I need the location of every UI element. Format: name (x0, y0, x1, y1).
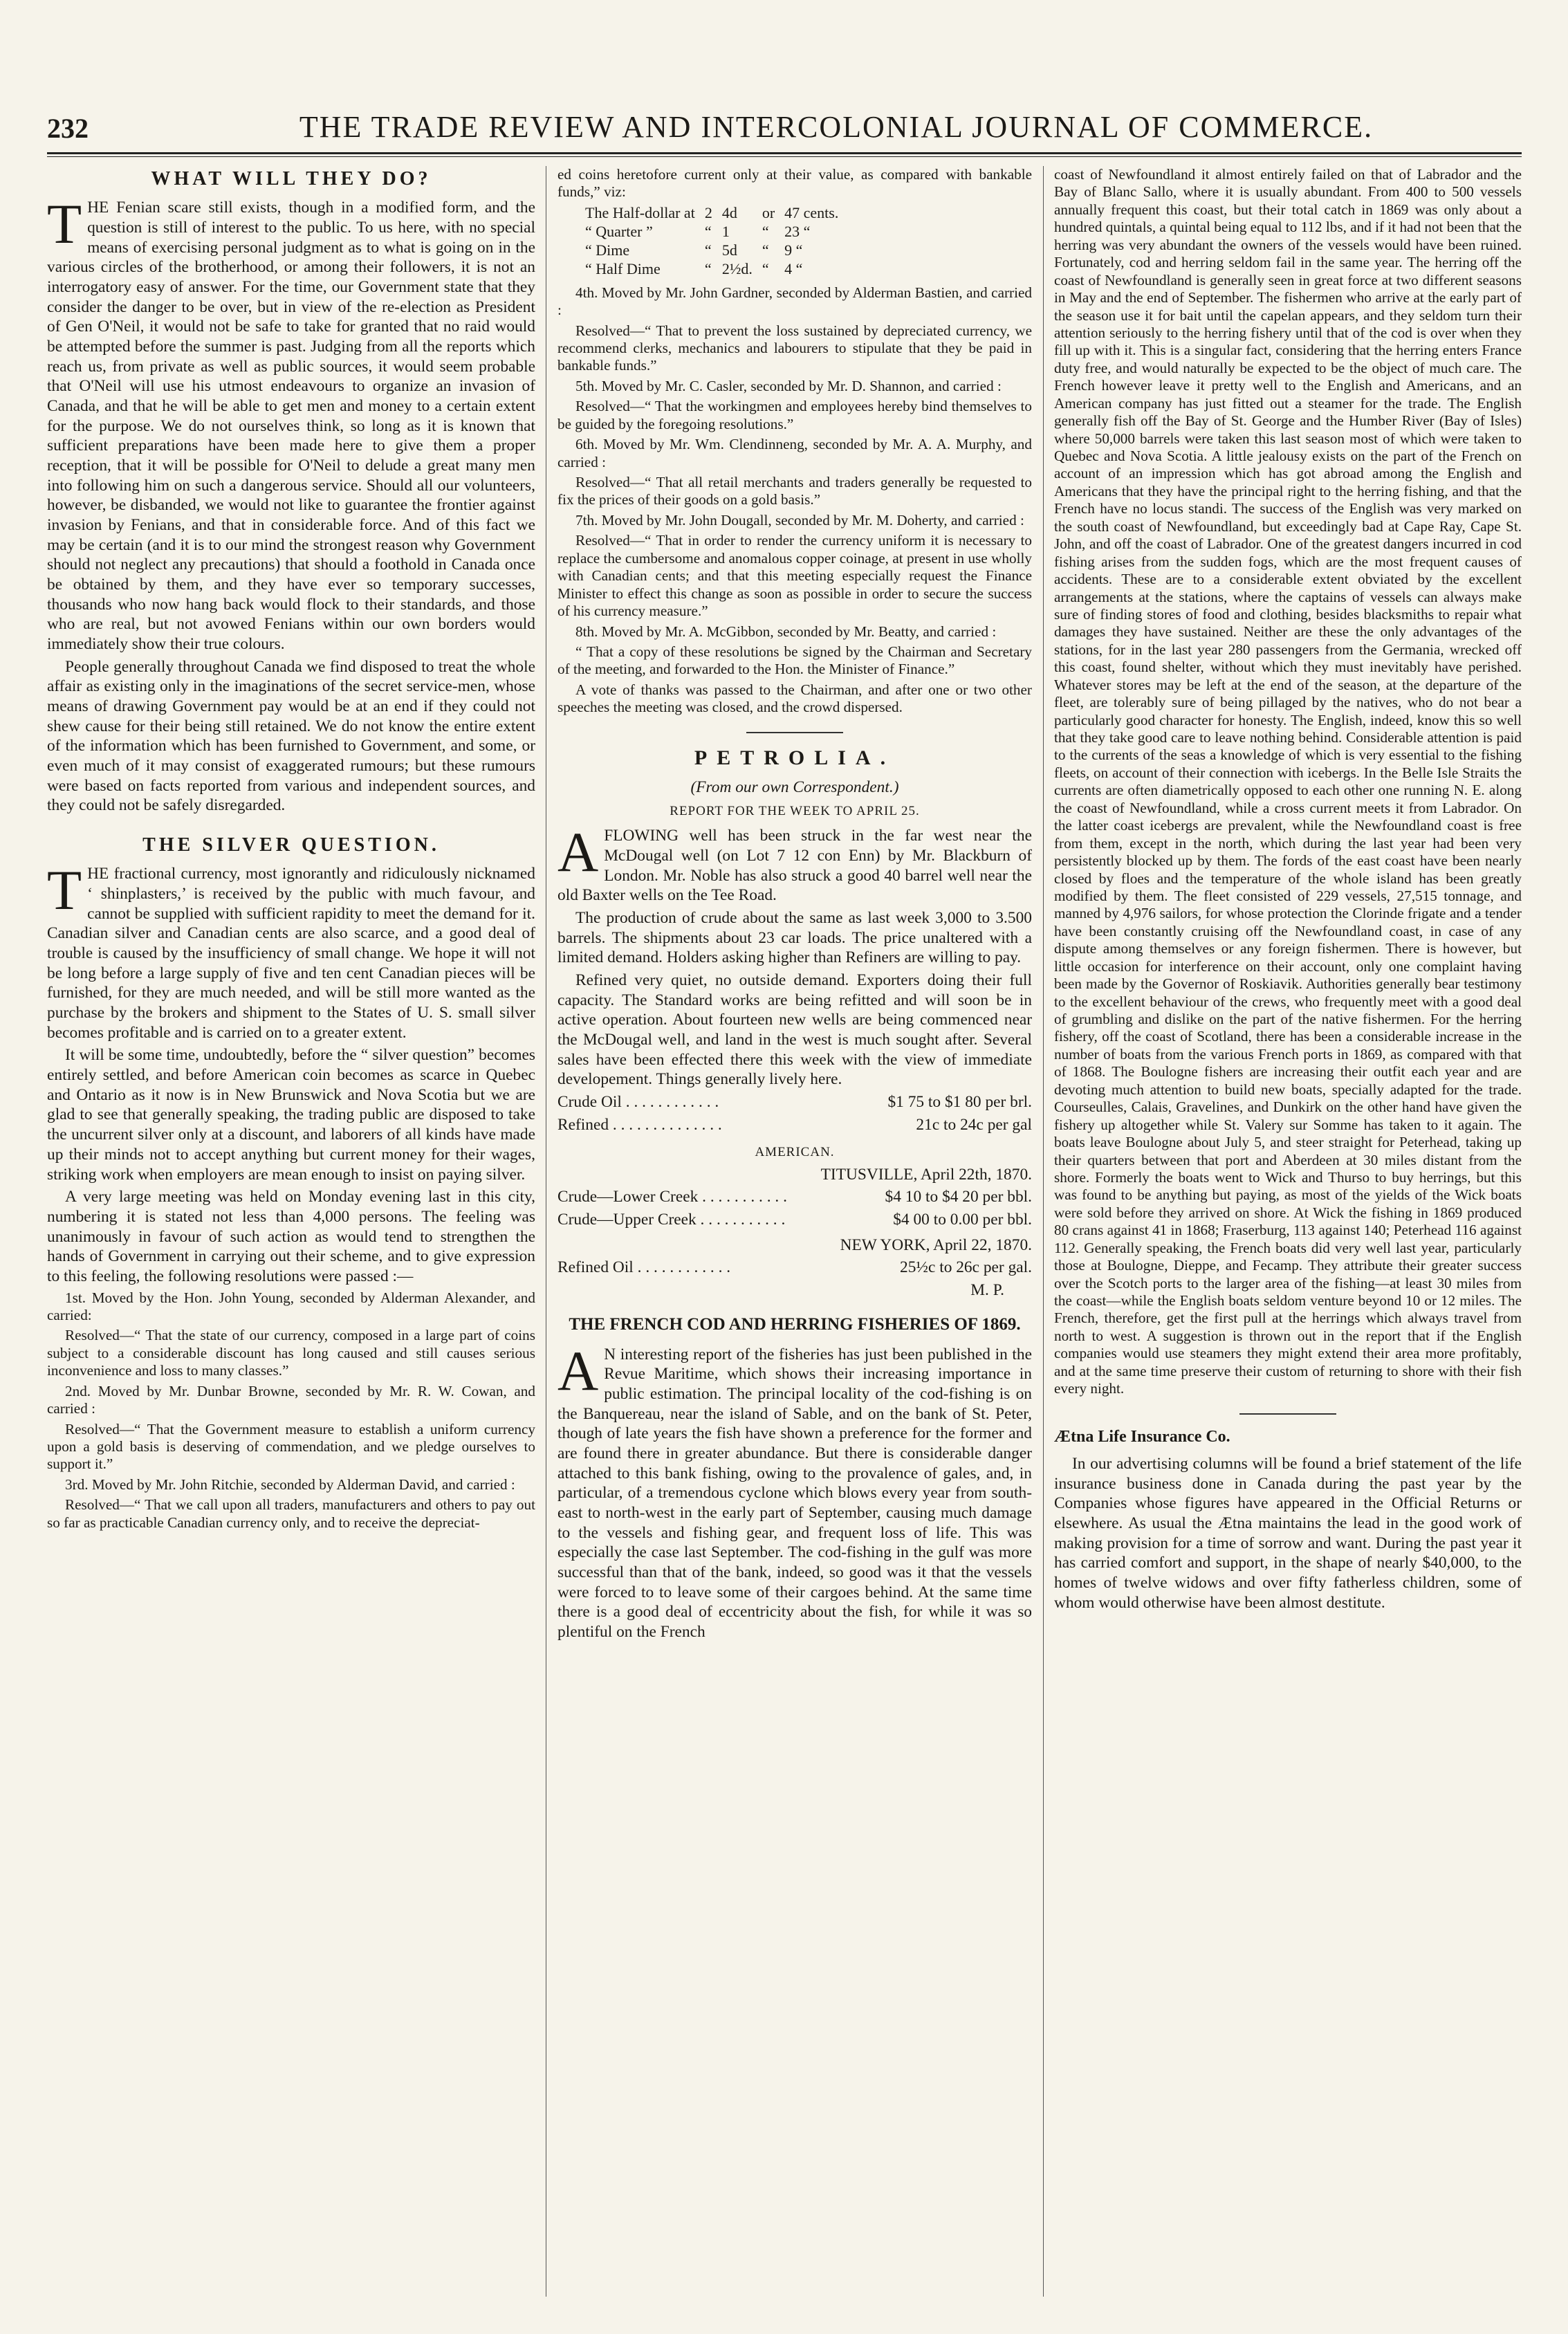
market-heading: AMERICAN. (755, 1145, 835, 1160)
price-row (557, 1187, 1032, 1207)
signature: M. P. (970, 1281, 1004, 1300)
coin-rate-cell: “ (762, 241, 769, 259)
resolution-text: Resolved—“ That all retail merchants and traders generally be requested to fix the prices of their goods on a gold basis.” (557, 474, 1032, 508)
resolution-text: Resolved—“ That we call upon all traders, manufacturers and others to pay out so far as practicable Canadian currency only, and to receive the depreciat- (47, 1496, 535, 1531)
resolution-motion: 3rd. Moved by Mr. John Ritchie, seconded by Alderman David, and carried : (65, 1476, 515, 1493)
coin-rate-cell: 23 “ (784, 222, 811, 240)
coin-rate-row (585, 204, 848, 223)
paragraph: THE Fenian scare still exists, though in a modified form, and the question is still of interest to the public. To us here, with no special means of exercising personal judgment as to what is going on in the various circles of the brotherhood, or among their followers, it is not an interrogatory easy of answer. For the time, our Government state that they consider the danger to be over, but in view of the re-election as President of Gen O'Neil, it would not be safe to take for granted that no raid would be attempted before the summer is past. Judging from all the reports which reach us, from private as well as public sources, it would seem probable that O'Neil will use his utmost endeavours to organize an invasion of Canada, and that he will be able to get men and money to a certain extent for the purpose. We do not ourselves think, so long as it is known that sufficient preparations have been made here to give them a proper reception, that it will be possible for O'Neil to delude a great many men into following him on such a dangerous service. Should all our volunteers, however, be disbanded, we would not like to guarantee the frontier against invasion by Fenians, and that in considerable force. And of this fact we may be certain (and it is to our mind the strongest reason why Government should not neglect any precautions) that should a foothold in Canada once be obtained by them, and they have ever so temporary successes, thousands who now hang back would flock to their standards, and those who are real, but not avowed Fenians within our own borders would immediately show their true colours. (47, 192, 535, 654)
price-label: Refined . . . . . . . . . . . . . . (557, 1115, 722, 1134)
column-1 (47, 166, 535, 2297)
coin-rate-row (585, 241, 848, 260)
article-title-what-will-they-do: WHAT WILL THEY DO? (151, 168, 432, 190)
resolution-text: “ That a copy of these resolutions be signed by the Chairman and Secretary of the meeting, and forwarded to the Hon. the Minister of Finance.” (557, 643, 1032, 678)
resolution-text: Resolved—“ That in order to render the currency uniform it is necessary to replace the cumbersome and anomalous copper coinage, at present in use wholly with Canadian cents; and that this meeting especially request the Finance Minister to effect this change as soon as possible in order to secure the success of his currency measure.” (557, 532, 1032, 620)
masthead-rule-thin (47, 156, 1522, 157)
dateline: TITUSVILLE, April 22th, 1870. (820, 1165, 1032, 1184)
price-row (557, 1092, 1032, 1112)
price-value: 21c to 24c per gal (916, 1115, 1032, 1134)
masthead-rule (47, 152, 1522, 154)
price-label: Crude Oil . . . . . . . . . . . . (557, 1093, 719, 1112)
resolution-motion: 8th. Moved by Mr. A. McGibbon, seconded by Mr. Beatty, and carried : (575, 623, 997, 640)
paragraph: AN interesting report of the fisheries has just been published in the Revue Maritime, which shows their increasing importance in public estimation. The principal locality of the cod-fishing is on the Banquereau, near the island of Sable, and on the bank of St. Peter, though of late years the fish have shown a preference for the former and are found there in greater abundance. But there is considerable danger attached to this bank fishing, owing to the provalence of gales, and, in particular, of a tremendous cyclone which blows every year from south-east to north-west in the early part of September, causing much damage to the vessels and fishing gear, and frequent loss of life. This was especially the case last September. The cod-fishing in the gulf was more successful than that of the bank, indeed, so good was it that the vessels were forced to to leave some of their cargoes behind. At the same time there is a good deal of eccentricity about the fish, for while it was so plentiful on the French (557, 1339, 1032, 1642)
coin-rate-cell: “ Half Dime (585, 259, 661, 277)
coin-rate-cell: “ Quarter ” (585, 222, 653, 240)
price-row (557, 1115, 1032, 1135)
resolution-motion: 7th. Moved by Mr. John Dougall, seconded by Mr. M. Doherty, and carried : (575, 511, 1024, 529)
separator (746, 732, 843, 733)
article-title-silver-question: THE SILVER QUESTION. (142, 834, 440, 856)
price-value: $4 00 to 0.00 per bbl. (893, 1211, 1032, 1229)
paragraph: coast of Newfoundland it almost entirely failed on that of Labrador and the Bay of Blanc Sallo, where it is usually abundant. From 400 to 500 vessels annually frequent this coast, but their total catch in 1869 was only about a hundred quintals, a quintal being equal to 112 lbs, and if it had not been that the herring was very abundant the owners of the vessels would have been ruined. Fortunately, cod and herring seldom fail in the same year. The herring off the coast of Newfoundland is generally seen in great force at two different seasons in May and the end of September. The fishermen who arrive at the early part of the season use it for bait until the capelan appears, and they seldom turn their attention seriously to the herring fishery until that of the cod is over when they fill up with it. This is a singular fact, considering that the herring enters France duty free, and would naturally be expected to be the object of much care. The French however leave it pretty well to the English and Americans, and an American company has just fitted out a steamer for the trade. The English generally fish off the Bay of St. George and the Humber River (Bay of Isles) where 50,000 barrels were taken this last season most of which were taken to Quebec and Nova Scotia. A little jealousy exists on the part of the French on account of an impression which has got abroad among the English and Americans that they have the principal right to the herring fishing, and that the French have no locus standi. The success of the English was very marked on the south coast of Newfoundland, but exceedingly bad at Cape Ray, Cape St. John, and off the coast of Labrador. One of the greatest dangers incurred in cod fishing arises from the sudden fogs, which are the most frequent causes of accidents. These are to a considerable extent obviated by the excellent arrangements at the stations, where the captains of vessels can always make sure of finding stores of food and clothing, besides blacksmiths to repair what damages they have sustained. Neither are these the only advantages of the stations, for in the last year 280 passengers from the Germania, wrecked off this coast, found shelter, without which they must inevitably have perished. Whatever stores may be left at the end of the season, at the departure of the fleet, are tolerably sure of being pillaged by the natives, who do not bear a particularly good character for honesty. The English, indeed, know this so well that they take good care to leave nothing behind. Considerable attention is paid to the currents of the seas a knowledge of which is very essential to the fishing fleets, on account of their connection with icebergs. In the Belle Isle Straits the currents are often diametrically opposed to each other one running N. E. along the coast of Newfoundland, while a cross current meets it from Labrador. On the latter coast icebergs are prevalent, while the Newfoundland coast is free from them, except in the north, which during the last year had been very persistently blocked up by them. The fords of the east coast have been nearly closed by floes and the temperature of the whole island has been greatly modified by them. The fleet consisted of 229 vessels, 27,515 tonnage, and manned by 4,976 sailors, for whose protection the Clorinde frigate and a tender have been constantly cruising off the Newfoundland coast, in case of any dispute among themselves or any foreign fishermen. There is however, but little occasion for interference on their account, only one complaint having been made by the Governor of Roskiavik. Authorities generally bear testimony to the excellent behaviour of the crews, who frequently meet with a good deal of grumbling and dislike on the part of the native fishermen. For the herring fishery, off the coast of Scotland, there has been a considerable increase in the number of boats from the various French ports in 1869, as compared with that of 1868. The Boulogne fishers are increasing their outfit each year and are devoting much attention to build new boats, specially adapted for the trade. Courseulles, Calais, Gravelines, and Dunkirk on the other hand have given the fishery up altogether while St. Valery sur Somme has taken to it again. The boats leave Boulogne about July 5, and steer straight for Peterhead, taking up their quarters between that port and Aberdeen at 30 miles distant from the shore. Formerly the boats went to Wick and Thurso to buy herrings, but this was found to be anything but paying, as most of the yields of the Wick boats were sold before they arrived on shore. At Wick the fishing in 1869 produced 80 crans against 41 in 1868; Fraserburg, 113 against 140; Peterhead 116 against 112. Generally speaking, the French boats did very well last year, particularly those at Boulogne, Dieppe, and Fecamp. They attribute their greater success over the Scotch ports to the larger area of the fishing—at least 30 miles from the coast—while the English boats seldom venture beyond 10 or 12 miles. The French, therefore, get the first pull at the herrings which always travel from north to west. A suggestion is thrown out in the report that if the English companies would use steamers they might extend their area more profitably, and at the same time preserve their custom of returning to shore with their fish every night. (1054, 166, 1522, 1397)
byline: (From our own Correspondent.) (690, 778, 899, 797)
resolution-motion: 6th. Moved by Mr. Wm. Clendinneng, seconded by Mr. A. A. Murphy, and carried : (557, 436, 1032, 470)
resolution-text: Resolved—“ That to prevent the loss sustained by depreciated currency, we recommend clerks, mechanics and labourers to stipulate that they be paid in bankable funds.” (557, 322, 1032, 374)
price-row (557, 1258, 1032, 1278)
column-divider (1043, 166, 1044, 2297)
article-title-petrolia: PETROLIA. (694, 746, 896, 769)
resolution-motion: 5th. Moved by Mr. C. Casler, seconded by Mr. D. Shannon, and carried : (575, 377, 1002, 394)
dateline: NEW YORK, April 22, 1870. (840, 1235, 1032, 1254)
coin-rate-cell: “ Dime (585, 241, 630, 259)
paragraph: THE fractional currency, most ignorantly and ridiculously nicknamed ‘ shinplasters,’ is received by the public with much favour, and cannot be supplied with sufficient rapidity to meet the demand for it. Canadian silver and Canadian cents are also scarce, and a good deal of trouble is caused by the insufficiency of small change. We hope it will not be long before a large supply of five and ten cent Canadian pieces will be furnished, for they are much needed, and will be still more wanted as the purchase by the brokers and shipment to the States of U. S. small silver becomes profitable and is carried on to a greater extent. (47, 858, 535, 1042)
price-label: Crude—Lower Creek . . . . . . . . . . . (557, 1188, 787, 1206)
page-number: 232 (47, 113, 89, 144)
article-title-french-cod: THE FRENCH COD AND HERRING FISHERIES OF 1869. (569, 1314, 1021, 1334)
coin-rate-cell: 9 “ (784, 241, 803, 259)
coin-rate-cell: 47 cents. (784, 203, 839, 221)
resolution-text: Resolved—“ That the Government measure to establish a uniform currency upon a gold basis is deserving of commendation, and we pledge ourselves to support it.” (47, 1420, 535, 1473)
price-row (557, 1210, 1032, 1230)
coin-rate-row (585, 260, 848, 279)
coin-rate-cell: or (762, 203, 775, 221)
paragraph: Refined very quiet, no outside demand. Exporters doing their full capacity. The Standard works are being refitted and will soon be in active operation. About fourteen new wells are being commenced near the McDougal well, and land in the west is much sought after. Several sales have been effected there this week with the view of immediate developement. Things generally lively here. (557, 971, 1032, 1089)
article-title-aetna: Ætna Life Insurance Co. (1054, 1427, 1230, 1446)
journal-title: THE TRADE REVIEW AND INTERCOLONIAL JOURNAL OF COMMERCE. (299, 110, 1374, 144)
newspaper-page (47, 104, 1522, 2304)
resolution-text: Resolved—“ That the state of our currency, composed in a large part of coins subject to a considerable discount has long caused and still causes serious inconvenience and loss to many classes.” (47, 1327, 535, 1379)
masthead (47, 104, 1522, 154)
paragraph: A very large meeting was held on Monday evening last in this city, numbering it is stated not less than 4,000 persons. The feeling was unanimously in favour of such action as would tend to strengthen the hands of Government in carrying out their scheme, and to give expression to this feeling, the following resolutions were passed :— (47, 1188, 535, 1285)
coin-rate-cell: 2½d. (721, 259, 753, 277)
resolution-motion: 4th. Moved by Mr. John Gardner, seconded by Alderman Bastien, and carried : (557, 284, 1032, 319)
coin-rate-cell: 5d (721, 241, 737, 259)
coin-rate-cell: 4 “ (784, 259, 803, 277)
coin-rate-cell: “ (762, 259, 769, 277)
coin-rate-cell: 2 (704, 203, 712, 221)
column-2 (557, 166, 1032, 2297)
coin-rate-cell: 4d (721, 203, 737, 221)
paragraph: In our advertising columns will be found a brief statement of the life insurance business done in Canada during the past year by the Companies whose figures have appeared in the Official Returns or elsewhere. As usual the Ætna maintains the lead in the good work of making provision for a time of sorrow and want. During the past year it has carried comfort and support, in the shape of nearly $40,000, to the homes of twelve widows and over fifty fatherless children, some of whom would otherwise have been almost destitute. (1054, 1455, 1522, 1612)
coin-rate-cell: “ (704, 222, 712, 240)
coin-rate-cell: 1 (721, 222, 730, 240)
paragraph: AFLOWING well has been struck in the far west near the McDougal well (on Lot 7 12 con Enn) by Mr. Blackburn of London. Mr. Noble has also struck a good 40 barrel well near the old Baxter wells on the Tee Road. (557, 820, 1032, 905)
column-3 (1054, 166, 1522, 2297)
price-label: Crude—Upper Creek . . . . . . . . . . . (557, 1211, 786, 1229)
separator (1239, 1413, 1336, 1415)
report-heading: REPORT FOR THE WEEK TO APRIL 25. (670, 804, 920, 819)
price-label: Refined Oil . . . . . . . . . . . . (557, 1258, 731, 1277)
coin-rate-cell: “ (704, 259, 712, 277)
coin-rate-row (585, 223, 848, 241)
price-value: $1 75 to $1 80 per brl. (887, 1093, 1032, 1112)
resolution-text: Resolved—“ That the workingmen and employees hereby bind themselves to be guided by the foregoing resolutions.” (557, 398, 1032, 432)
paragraph: It will be some time, undoubtedly, before the “ silver question” becomes entirely settled, and before American coin becomes as scarce in Quebec and Ontario as it now is in New Brunswick and Nova Scotia but we are glad to see that generally speaking, the trading public are disposed to take the uncurrent silver only at a discount, and laborers of all kinds have made up their minds not to accept anything but current money for their wages, striking work when employers are mean enough to insist on paying silver. (47, 1046, 535, 1184)
coin-rate-cell: “ (762, 222, 769, 240)
coin-rate-table (585, 204, 848, 279)
paragraph: The production of crude about the same as last week 3,000 to 3.500 barrels. The shipments about 23 car loads. The price unaltered with a limited demand. Holders asking higher than Refiners are willing to pay. (557, 909, 1032, 967)
resolution-text: ed coins heretofore current only at their value, as compared with bankable funds,” viz: (557, 166, 1032, 201)
paragraph: A vote of thanks was passed to the Chairman, and after one or two other speeches the meeting was closed, and the crowd dispersed. (557, 681, 1032, 716)
price-value: $4 10 to $4 20 per bbl. (885, 1188, 1032, 1206)
paragraph: People generally throughout Canada we find disposed to treat the whole affair as existing only in the imaginations of the secret service-men, whose means of drawing Government pay would be at an end if they could not shew cause for their being still retained. We do not know the entire extent of the information which has been furnished to Government, and some, or even much of it may consist of exaggerated rumours; but these rumours were based on facts reported from various and independent sources, and they could not be safely disregarded. (47, 657, 535, 815)
coin-rate-cell: “ (704, 241, 712, 259)
resolution-motion: 2nd. Moved by Mr. Dunbar Browne, seconded by Mr. R. W. Cowan, and carried : (47, 1382, 535, 1417)
price-value: 25½c to 26c per gal. (900, 1258, 1032, 1277)
coin-rate-cell: The Half-dollar at (585, 203, 695, 221)
resolution-motion: 1st. Moved by the Hon. John Young, seconded by Alderman Alexander, and carried: (47, 1289, 535, 1323)
